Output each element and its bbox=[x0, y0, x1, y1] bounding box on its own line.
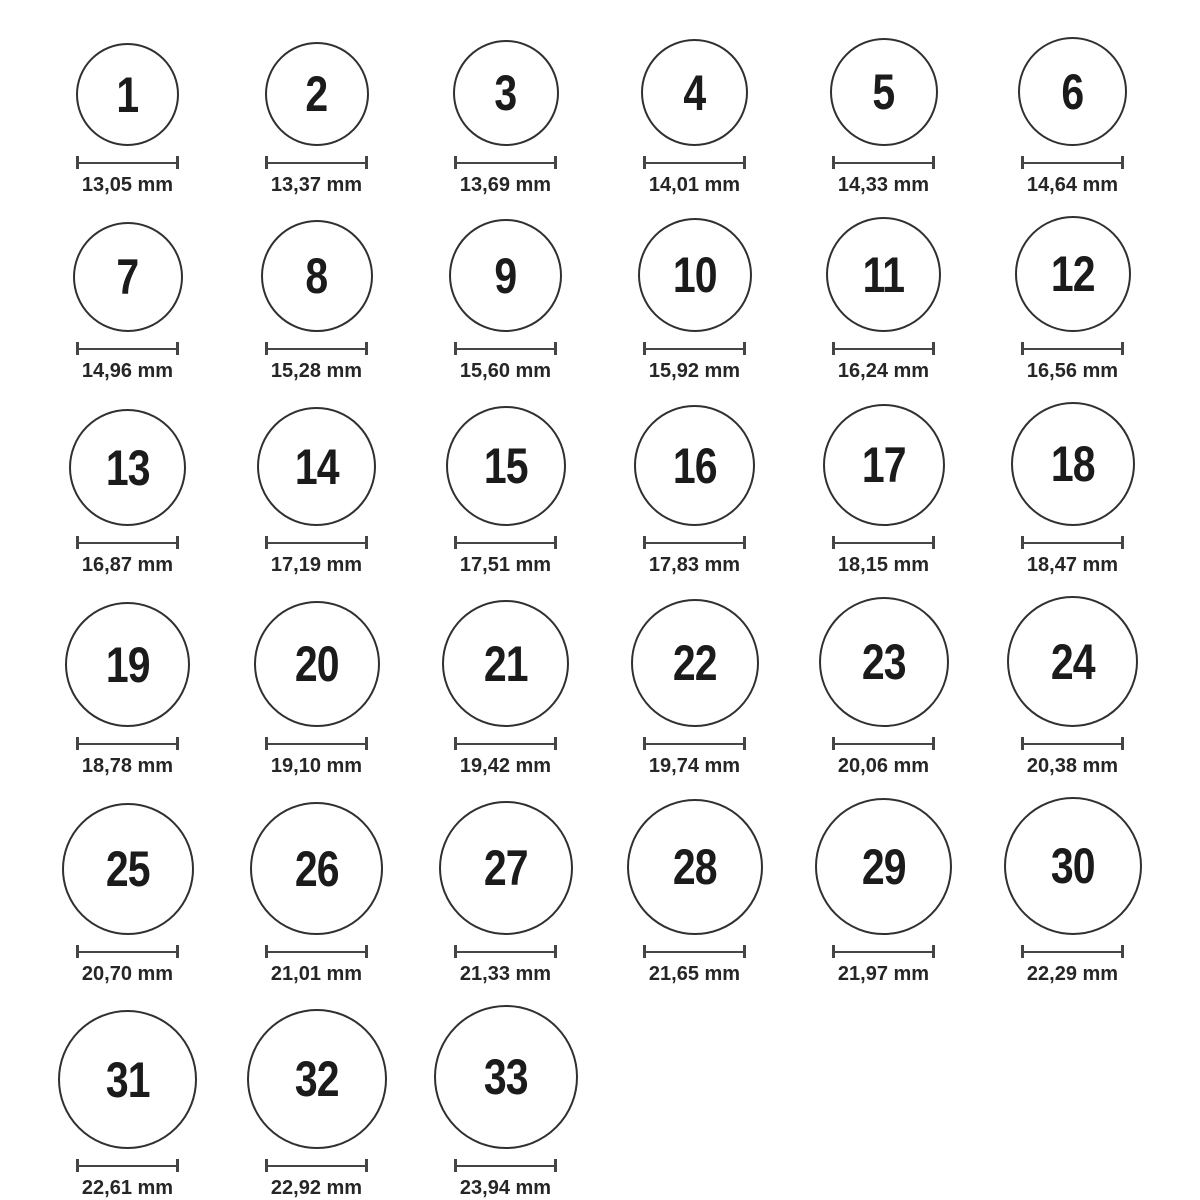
diameter-dimension-line bbox=[643, 342, 746, 355]
ring-circle bbox=[641, 39, 748, 146]
ring-circle bbox=[453, 40, 559, 146]
ring-circle bbox=[815, 798, 952, 935]
diameter-dimension-line bbox=[76, 945, 179, 958]
size-row bbox=[33, 402, 1167, 577]
diameter-label: 13,05 mm bbox=[81, 174, 174, 196]
size-cell bbox=[247, 1009, 387, 1200]
diameter-dimension-line bbox=[454, 536, 557, 549]
size-cell bbox=[638, 218, 752, 383]
diameter-dimension-line bbox=[1021, 536, 1124, 549]
ring-circle bbox=[76, 43, 179, 146]
diameter-label: 15,60 mm bbox=[459, 360, 552, 382]
ring-size-number: 26 bbox=[294, 840, 339, 897]
diameter-label: 17,51 mm bbox=[459, 554, 552, 576]
ring-size-number: 25 bbox=[105, 841, 150, 897]
diameter-label: 14,33 mm bbox=[837, 174, 930, 196]
diameter-label: 18,47 mm bbox=[1026, 554, 1119, 576]
ring-size-number: 3 bbox=[494, 65, 517, 121]
diameter-label: 22,61 mm bbox=[81, 1177, 174, 1199]
ring-size-number: 33 bbox=[483, 1049, 528, 1105]
ring-circle bbox=[257, 407, 376, 526]
size-cell bbox=[627, 799, 763, 986]
ring-circle bbox=[69, 409, 186, 526]
size-cell bbox=[830, 38, 938, 197]
size-row bbox=[33, 37, 1167, 197]
diameter-label: 21,65 mm bbox=[648, 963, 741, 985]
ring-size-number: 22 bbox=[672, 635, 717, 691]
diameter-label: 17,83 mm bbox=[648, 554, 741, 576]
diameter-dimension-line bbox=[265, 342, 368, 355]
diameter-label: 16,56 mm bbox=[1026, 360, 1119, 382]
size-cell bbox=[69, 409, 186, 577]
ring-circle bbox=[449, 219, 562, 332]
diameter-dimension-line bbox=[832, 342, 935, 355]
diameter-dimension-line bbox=[832, 945, 935, 958]
diameter-dimension-line bbox=[265, 156, 368, 169]
diameter-label: 21,01 mm bbox=[270, 963, 363, 985]
ring-size-number: 31 bbox=[105, 1051, 150, 1108]
diameter-label: 18,78 mm bbox=[81, 755, 174, 777]
size-cell bbox=[62, 803, 194, 986]
ring-circle bbox=[434, 1005, 578, 1149]
diameter-label: 17,19 mm bbox=[270, 554, 363, 576]
ring-size-number: 14 bbox=[294, 438, 339, 495]
ring-circle bbox=[442, 600, 569, 727]
diameter-dimension-line bbox=[265, 536, 368, 549]
size-cell bbox=[439, 801, 573, 986]
ring-size-number: 11 bbox=[862, 246, 905, 303]
ring-size-number: 28 bbox=[672, 839, 717, 895]
ring-size-number: 20 bbox=[294, 636, 339, 692]
size-row bbox=[33, 797, 1167, 986]
diameter-label: 14,01 mm bbox=[648, 174, 741, 196]
diameter-dimension-line bbox=[832, 156, 935, 169]
ring-size-number: 30 bbox=[1050, 838, 1095, 894]
size-cell bbox=[442, 600, 569, 778]
diameter-label: 20,38 mm bbox=[1026, 755, 1119, 777]
diameter-label: 16,87 mm bbox=[81, 554, 174, 576]
diameter-label: 19,74 mm bbox=[648, 755, 741, 777]
ring-circle bbox=[265, 42, 369, 146]
size-cell bbox=[826, 217, 941, 383]
ring-size-number: 27 bbox=[483, 840, 528, 896]
size-row bbox=[33, 1005, 1167, 1200]
diameter-dimension-line bbox=[265, 737, 368, 750]
ring-circle bbox=[250, 802, 383, 935]
size-cell bbox=[823, 404, 945, 577]
ring-circle bbox=[446, 406, 566, 526]
diameter-dimension-line bbox=[454, 945, 557, 958]
diameter-dimension-line bbox=[454, 156, 557, 169]
ring-circle bbox=[73, 222, 183, 332]
ring-size-number: 24 bbox=[1050, 633, 1095, 690]
ring-size-number: 1 bbox=[116, 66, 139, 123]
ring-size-number: 4 bbox=[683, 64, 706, 121]
size-cell bbox=[1007, 596, 1138, 778]
size-cell bbox=[265, 42, 369, 197]
diameter-dimension-line bbox=[76, 156, 179, 169]
size-cell bbox=[1015, 216, 1131, 383]
ring-circle bbox=[439, 801, 573, 935]
diameter-label: 15,28 mm bbox=[270, 360, 363, 382]
diameter-dimension-line bbox=[454, 1159, 557, 1172]
ring-circle bbox=[261, 220, 373, 332]
ring-size-number: 18 bbox=[1050, 436, 1095, 492]
diameter-label: 23,94 mm bbox=[459, 1177, 552, 1199]
ring-size-number: 13 bbox=[105, 439, 150, 496]
size-cell bbox=[815, 798, 952, 986]
ring-size-number: 2 bbox=[305, 66, 328, 122]
diameter-label: 20,70 mm bbox=[81, 963, 174, 985]
size-cell bbox=[1018, 37, 1127, 197]
ring-size-number: 23 bbox=[861, 634, 906, 690]
ring-circle bbox=[631, 599, 759, 727]
ring-circle bbox=[830, 38, 938, 146]
diameter-label: 21,97 mm bbox=[837, 963, 930, 985]
size-cell bbox=[453, 40, 559, 197]
ring-circle bbox=[1015, 216, 1131, 332]
ring-size-number: 8 bbox=[305, 248, 328, 304]
size-row bbox=[33, 596, 1167, 778]
size-cell bbox=[446, 406, 566, 577]
size-cell bbox=[261, 220, 373, 383]
diameter-label: 19,10 mm bbox=[270, 755, 363, 777]
diameter-label: 22,92 mm bbox=[270, 1177, 363, 1199]
size-cell bbox=[73, 222, 183, 383]
size-cell bbox=[631, 599, 759, 778]
ring-circle bbox=[1018, 37, 1127, 146]
diameter-dimension-line bbox=[643, 156, 746, 169]
diameter-dimension-line bbox=[832, 737, 935, 750]
diameter-dimension-line bbox=[1021, 342, 1124, 355]
size-row bbox=[33, 216, 1167, 383]
diameter-label: 14,64 mm bbox=[1026, 174, 1119, 196]
diameter-dimension-line bbox=[454, 737, 557, 750]
ring-circle bbox=[247, 1009, 387, 1149]
ring-circle bbox=[826, 217, 941, 332]
diameter-label: 15,92 mm bbox=[648, 360, 741, 382]
ring-size-number: 5 bbox=[872, 64, 895, 120]
diameter-label: 20,06 mm bbox=[837, 755, 930, 777]
diameter-dimension-line bbox=[643, 737, 746, 750]
ring-size-number: 9 bbox=[494, 247, 517, 304]
ring-size-number: 6 bbox=[1061, 63, 1084, 120]
ring-size-number: 10 bbox=[672, 247, 717, 303]
ring-size-number: 7 bbox=[116, 249, 139, 305]
diameter-dimension-line bbox=[76, 536, 179, 549]
ring-circle bbox=[1011, 402, 1135, 526]
diameter-label: 21,33 mm bbox=[459, 963, 552, 985]
ring-circle bbox=[62, 803, 194, 935]
ring-size-number: 15 bbox=[483, 438, 528, 494]
ring-circle bbox=[254, 601, 380, 727]
ring-circle bbox=[634, 405, 755, 526]
ring-circle bbox=[627, 799, 763, 935]
ring-circle bbox=[638, 218, 752, 332]
diameter-dimension-line bbox=[1021, 156, 1124, 169]
ring-size-number: 17 bbox=[861, 437, 906, 493]
size-cell bbox=[449, 219, 562, 383]
ring-circle bbox=[65, 602, 190, 727]
size-cell bbox=[634, 405, 755, 577]
size-cell bbox=[1004, 797, 1142, 986]
ring-size-number: 19 bbox=[105, 636, 150, 693]
size-cell bbox=[76, 43, 179, 197]
diameter-dimension-line bbox=[265, 1159, 368, 1172]
size-cell bbox=[250, 802, 383, 986]
diameter-dimension-line bbox=[1021, 945, 1124, 958]
diameter-label: 16,24 mm bbox=[837, 360, 930, 382]
ring-circle bbox=[1007, 596, 1138, 727]
diameter-label: 18,15 mm bbox=[837, 554, 930, 576]
diameter-dimension-line bbox=[76, 737, 179, 750]
diameter-dimension-line bbox=[76, 1159, 179, 1172]
diameter-label: 19,42 mm bbox=[459, 755, 552, 777]
size-cell bbox=[58, 1010, 197, 1200]
ring-size-number: 21 bbox=[483, 635, 528, 692]
ring-circle bbox=[58, 1010, 197, 1149]
diameter-dimension-line bbox=[643, 536, 746, 549]
size-cell bbox=[254, 601, 380, 778]
diameter-label: 22,29 mm bbox=[1026, 963, 1119, 985]
ring-circle bbox=[1004, 797, 1142, 935]
diameter-dimension-line bbox=[454, 342, 557, 355]
diameter-dimension-line bbox=[76, 342, 179, 355]
diameter-label: 14,96 mm bbox=[81, 360, 174, 382]
diameter-label: 13,37 mm bbox=[270, 174, 363, 196]
ring-circle bbox=[823, 404, 945, 526]
ring-size-number: 16 bbox=[672, 437, 717, 494]
ring-circle bbox=[819, 597, 949, 727]
size-cell bbox=[1011, 402, 1135, 577]
diameter-dimension-line bbox=[643, 945, 746, 958]
size-cell bbox=[257, 407, 376, 577]
ring-size-number: 29 bbox=[861, 838, 906, 895]
size-cell bbox=[641, 39, 748, 197]
ring-size-number: 12 bbox=[1050, 246, 1095, 302]
size-cell bbox=[819, 597, 949, 778]
size-cell bbox=[65, 602, 190, 778]
size-cell bbox=[434, 1005, 578, 1200]
diameter-dimension-line bbox=[265, 945, 368, 958]
diameter-dimension-line bbox=[832, 536, 935, 549]
diameter-label: 13,69 mm bbox=[459, 174, 552, 196]
diameter-dimension-line bbox=[1021, 737, 1124, 750]
ring-size-number: 32 bbox=[294, 1051, 339, 1107]
